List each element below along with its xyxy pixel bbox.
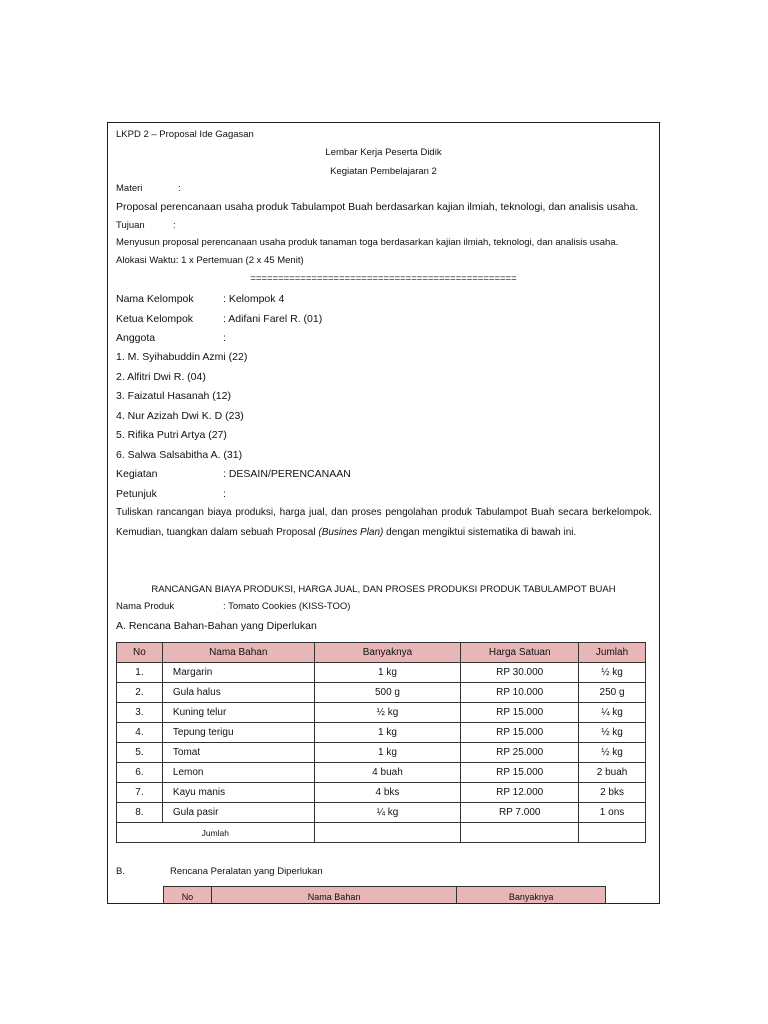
table-row: [117, 683, 646, 703]
row-no: 6.: [117, 763, 163, 783]
row-nama-bahan: Margarin: [162, 663, 314, 683]
row-banyaknya: ¼ kg: [314, 803, 461, 823]
table-header-row: [117, 643, 646, 663]
member-item: 4. Nur Azizah Dwi K. D (23): [116, 410, 244, 422]
header-banyaknya: Banyaknya: [314, 643, 461, 663]
row-harga: RP 30.000: [461, 663, 579, 683]
total-harga: [461, 823, 579, 843]
row-harga: RP 7.000: [461, 803, 579, 823]
row-no: 4.: [117, 723, 163, 743]
member-item: 2. Alfitri Dwi R. (04): [116, 371, 206, 383]
table-row: [117, 663, 646, 683]
row-harga: RP 25.000: [461, 743, 579, 763]
row-harga: RP 12.000: [461, 783, 579, 803]
lkpd-title: LKPD 2 – Proposal Ide Gagasan: [116, 129, 254, 140]
header-nama-bahan: Nama Bahan: [162, 643, 314, 663]
sheet-title: Lembar Kerja Peserta Didik: [325, 147, 442, 158]
row-harga: RP 15.000: [461, 723, 579, 743]
row-nama-bahan: Tepung terigu: [162, 723, 314, 743]
row-harga: RP 10.000: [461, 683, 579, 703]
row-no: 7.: [117, 783, 163, 803]
row-no: 8.: [117, 803, 163, 823]
table-total-row: [117, 823, 646, 843]
members-label: Anggota: [116, 332, 156, 344]
product-value: : Tomato Cookies (KISS-TOO): [223, 601, 351, 612]
row-no: 1.: [117, 663, 163, 683]
instruction-colon: :: [223, 488, 226, 500]
alokasi-value: 1 x Pertemuan (2 x 45 Menit): [178, 255, 304, 266]
separator-line: ================================================: [250, 273, 517, 284]
group-name-value: : Kelompok 4: [223, 293, 285, 305]
activity-title: Kegiatan Pembelajaran 2: [330, 166, 437, 177]
section-title: RANCANGAN BIAYA PRODUKSI, HARGA JUAL, DAN PROSES PRODUKSI PRODUK TABULAMPOT BUAH: [151, 584, 616, 595]
header-banyaknya: Banyaknya: [457, 887, 606, 905]
row-harga: RP 15.000: [461, 763, 579, 783]
row-harga: RP 15.000: [461, 703, 579, 723]
member-item: 6. Salwa Salsabitha A. (31): [116, 449, 243, 461]
table-row: [117, 783, 646, 803]
activity-label: Kegiatan: [116, 468, 158, 480]
row-jumlah: ½ kg: [579, 663, 646, 683]
row-jumlah: 1 ons: [579, 803, 646, 823]
materials-table: [116, 642, 646, 843]
row-nama-bahan: Tomat: [162, 743, 314, 763]
row-jumlah: 250 g: [579, 683, 646, 703]
worksheet-page: [107, 122, 660, 904]
row-banyaknya: 1 kg: [314, 663, 461, 683]
activity-value: : DESAIN/PERENCANAAN: [223, 468, 351, 480]
alokasi-label: Alokasi Waktu:: [116, 255, 179, 266]
row-banyaknya: 1 kg: [314, 723, 461, 743]
total-banyaknya: [314, 823, 461, 843]
table-b-heading: Rencana Peralatan yang Diperlukan: [170, 866, 323, 877]
row-nama-bahan: Kayu manis: [162, 783, 314, 803]
header-harga-satuan: Harga Satuan: [461, 643, 579, 663]
row-nama-bahan: Lemon: [162, 763, 314, 783]
row-no: 3.: [117, 703, 163, 723]
table-row: [117, 703, 646, 723]
table-a-heading: A. Rencana Bahan-Bahan yang Diperlukan: [116, 620, 317, 632]
materi-colon: :: [178, 183, 181, 194]
instruction-part1: Tuliskan rancangan biaya produksi, harga jual, dan proses pengolahan produk Tabulampot Buah secara berkelompok. Kemudian, tuangkan dalam sebuah Proposal: [116, 507, 652, 538]
header-jumlah: Jumlah: [579, 643, 646, 663]
total-jumlah: [579, 823, 646, 843]
tujuan-text: Menyusun proposal perencanaan usaha produk tanaman toga berdasarkan kajian ilmiah, teknologi, dan analisis usaha.: [116, 237, 619, 248]
table-row: [117, 763, 646, 783]
row-banyaknya: 500 g: [314, 683, 461, 703]
row-no: 2.: [117, 683, 163, 703]
materi-text: Proposal perencanaan usaha produk Tabulampot Buah berdasarkan kajian ilmiah, teknologi, dan analisis usaha.: [116, 201, 639, 213]
row-jumlah: 2 bks: [579, 783, 646, 803]
group-leader-label: Ketua Kelompok: [116, 313, 194, 325]
member-item: 5. Rifika Putri Artya (27): [116, 429, 227, 441]
instruction-part2: dengan mengiktui sistematika di bawah ini.: [383, 527, 577, 538]
member-item: 1. M. Syihabuddin Azmi (22): [116, 351, 248, 363]
row-banyaknya: ½ kg: [314, 703, 461, 723]
equipment-table: [163, 886, 606, 904]
row-no: 5.: [117, 743, 163, 763]
table-row: [117, 723, 646, 743]
row-jumlah: ½ kg: [579, 743, 646, 763]
product-label: Nama Produk: [116, 601, 175, 612]
table-b-letter: B.: [116, 866, 125, 877]
row-banyaknya: 4 buah: [314, 763, 461, 783]
table-row: [117, 743, 646, 763]
row-banyaknya: 4 bks: [314, 783, 461, 803]
header-nama-bahan: Nama Bahan: [211, 887, 456, 905]
tujuan-label: Tujuan: [116, 220, 145, 231]
group-name-label: Nama Kelompok: [116, 293, 194, 305]
members-colon: :: [223, 332, 226, 344]
row-jumlah: 2 buah: [579, 763, 646, 783]
row-nama-bahan: Gula halus: [162, 683, 314, 703]
row-jumlah: ½ kg: [579, 723, 646, 743]
instruction-label: Petunjuk: [116, 488, 157, 500]
table-header-row: [164, 887, 606, 905]
table-row: [117, 803, 646, 823]
row-nama-bahan: Kuning telur: [162, 703, 314, 723]
total-label: Jumlah: [117, 823, 315, 843]
row-jumlah: ¼ kg: [579, 703, 646, 723]
tujuan-colon: :: [173, 220, 176, 231]
header-no: No: [117, 643, 163, 663]
materi-label: Materi: [116, 183, 143, 194]
member-item: 3. Faizatul Hasanah (12): [116, 390, 231, 402]
group-leader-value: : Adifani Farel R. (01): [223, 313, 323, 325]
instruction-paragraph: [116, 503, 652, 543]
alokasi-line: [116, 255, 304, 266]
instruction-italic: (Busines Plan): [318, 527, 384, 538]
row-banyaknya: 1 kg: [314, 743, 461, 763]
row-nama-bahan: Gula pasir: [162, 803, 314, 823]
header-no: No: [164, 887, 212, 905]
